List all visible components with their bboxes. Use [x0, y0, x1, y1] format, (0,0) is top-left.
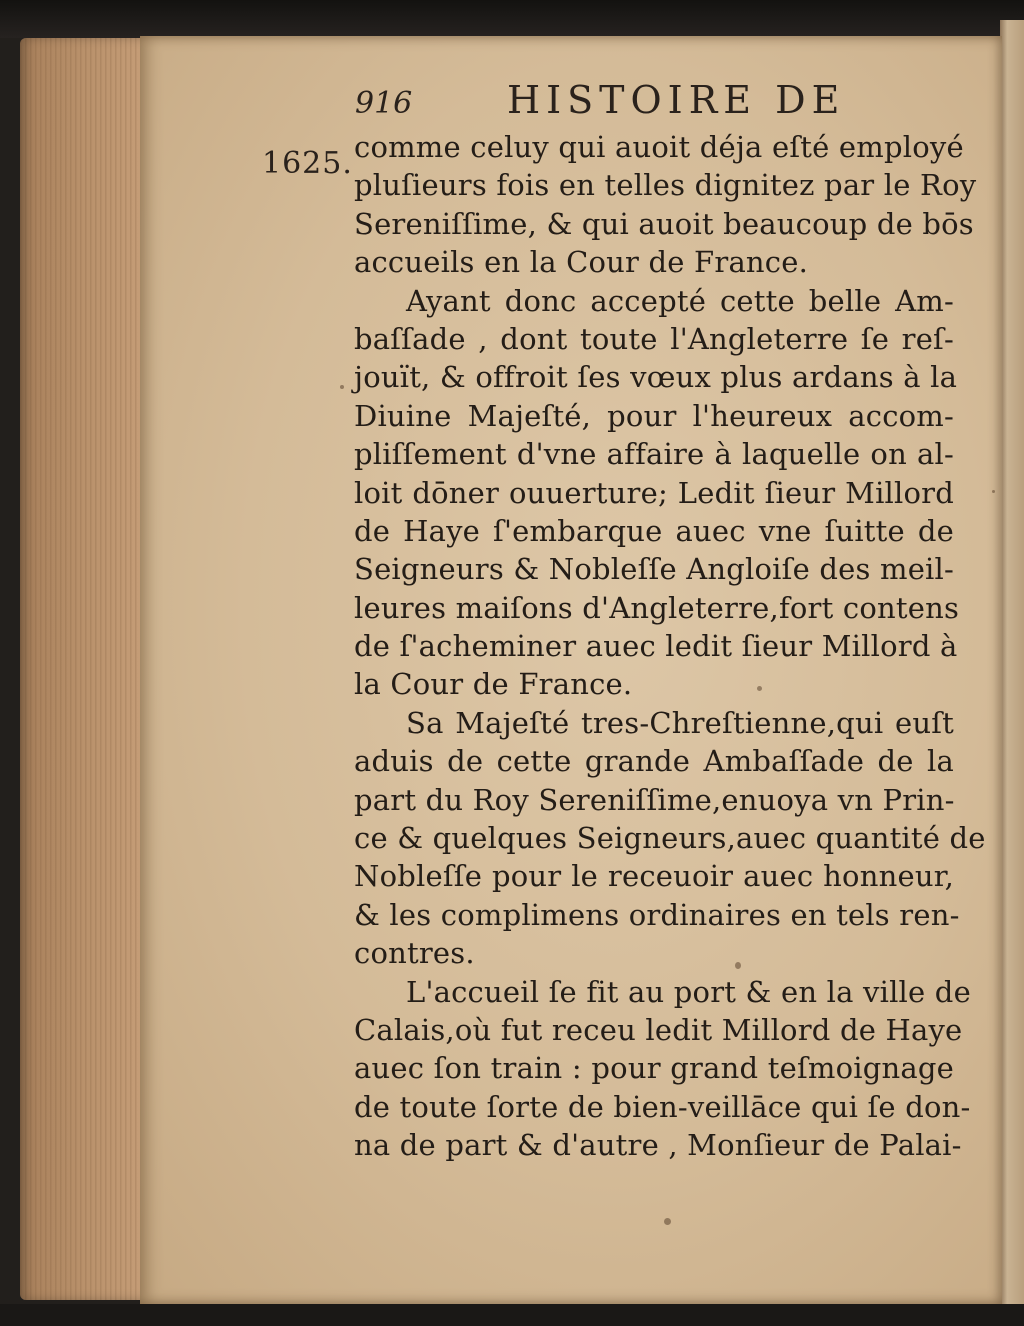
text-line: aduis de cette grande Ambaſſade de la — [354, 744, 954, 779]
text-line: Seigneurs & Nobleſſe Angloiſe des meil- — [354, 552, 955, 587]
text-line: la Cour de France. — [354, 667, 633, 702]
text-line: auec ſon train : pour grand teſmoignage — [354, 1051, 954, 1086]
text-line: de ſ'acheminer auec ledit ſieur Millord à — [354, 629, 958, 664]
text-line: Nobleſſe pour le receuoir auec honneur, — [354, 859, 954, 894]
text-line: leures maiſons d'Angleterre,fort contens — [354, 590, 960, 625]
background-top — [0, 0, 1024, 38]
text-line: de toute ſorte de bien-veillāce qui ſe don- — [354, 1089, 971, 1124]
text-line: baſſade , dont toute l'Angleterre ſe reſ- — [354, 321, 954, 356]
text-line: Sereniſſime, & qui auoit beaucoup de bōs — [354, 206, 974, 241]
adjacent-page-edge — [1000, 20, 1024, 1320]
text-line: ce & quelques Seigneurs,auec quantité de — [354, 821, 986, 856]
text-line: pliſſement d'vne affaire à laquelle on al- — [354, 437, 954, 472]
text-line: accueils en la Cour de France. — [354, 245, 809, 280]
text-line: Sa Majeſté tres-Chreſtienne,qui euſt — [406, 705, 954, 740]
text-line: loit dōner ouuerture; Ledit ſieur Millord — [354, 475, 954, 510]
text-line: Ayant donc accepté cette belle Am- — [406, 283, 954, 318]
text-line: part du Roy Sereniſſime,enuoya vn Prin- — [354, 782, 955, 817]
text-line: de Haye ſ'embarque auec vne ſuitte de — [354, 513, 954, 548]
running-title: HISTOIRE DE — [507, 78, 846, 122]
text-line: na de part & d'autre , Monſieur de Palai- — [354, 1128, 962, 1163]
background-bottom — [0, 1304, 1024, 1326]
text-line: L'accueil ſe fit au port & en la ville de — [406, 974, 971, 1009]
page-number: 916 — [355, 86, 413, 121]
margin-year-note: 1625. — [262, 146, 353, 181]
text-line: pluſieurs fois en telles dignitez par le Roy — [354, 168, 977, 203]
text-line: Calais,où fut receu ledit Millord de Haye — [354, 1012, 963, 1047]
running-head — [355, 78, 875, 128]
text-line: contres. — [354, 936, 475, 971]
text-line: jouït, & offroit ſes vœux plus ardans à la — [354, 360, 958, 395]
text-line: comme celuy qui auoit déja eſté employé — [354, 130, 964, 164]
body-text — [354, 128, 986, 1165]
text-line: & les complimens ordinaires en tels ren- — [354, 897, 960, 932]
text-line: Diuine Majeſté, pour l'heureux accom- — [354, 398, 954, 433]
